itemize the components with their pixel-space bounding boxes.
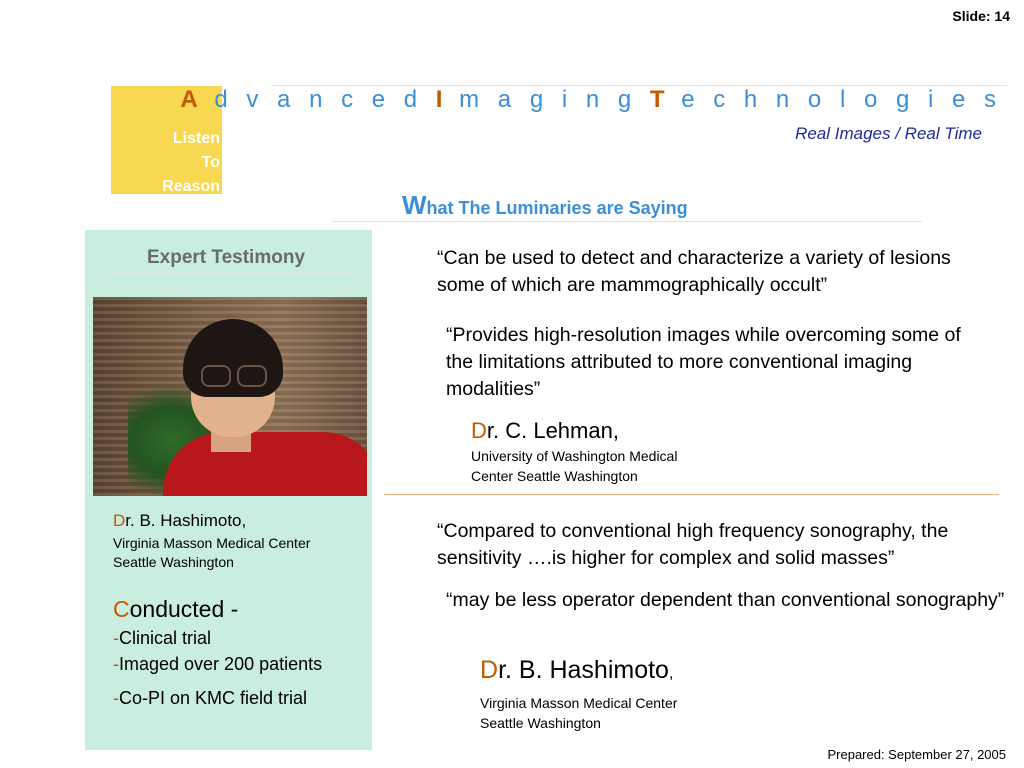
lehman-name <box>471 418 619 444</box>
panel-doctor-inst-line-1: Virginia Masson Medical Center <box>113 535 311 551</box>
main-title <box>180 86 1002 114</box>
title-word-advanced: d v a n c e d <box>214 86 424 113</box>
panel-doctor-name-text: r. B. Hashimoto, <box>125 511 247 530</box>
hashimoto-inst-line-1: Virginia Masson Medical Center <box>480 695 678 711</box>
conducted-text: onducted - <box>129 596 239 622</box>
conducted-heading <box>113 596 238 623</box>
section-heading-text: hat The Luminaries are Saying <box>426 198 688 218</box>
title-initial-t: T <box>649 86 669 113</box>
bullet-dash: - <box>113 628 119 648</box>
quote-lesion-detection: “Can be used to detect and characterize a variety of lesions some of which are mammographically occult” <box>437 247 951 296</box>
lehman-name-text: r. C. Lehman, <box>486 418 619 443</box>
bullet-text: Clinical trial <box>119 628 212 648</box>
bullet-text: Co-PI on KMC field trial <box>119 688 308 708</box>
conducted-bullet <box>113 688 307 709</box>
lehman-institution <box>471 446 677 486</box>
quote-sensitivity: “Compared to conventional high frequency sonography, the sensitivity ….is higher for complex and solid masses” <box>437 520 949 569</box>
hashimoto-initial: D <box>480 656 499 684</box>
title-initial-i: I <box>435 86 447 113</box>
doctor-photo <box>93 297 367 496</box>
slide-number: Slide: 14 <box>952 8 1010 24</box>
quote-operator-dependence: “may be less operator dependent than conventional sonography” <box>446 589 1005 611</box>
logo-line-3: Reason <box>162 178 220 195</box>
section-heading <box>402 190 688 221</box>
hashimoto-name-text: r. B. Hashimoto <box>498 656 669 684</box>
quote-divider <box>384 494 999 495</box>
logo-line-2: To <box>201 154 220 171</box>
conducted-bullet <box>113 654 322 675</box>
section-divider <box>332 221 922 222</box>
hashimoto-inst-line-2: Seattle Washington <box>480 715 601 731</box>
panel-doctor-institution <box>113 534 310 572</box>
bullet-text: Imaged over 200 patients <box>119 654 323 674</box>
conducted-bullet <box>113 628 211 649</box>
lehman-inst-line-1: University of Washington Medical <box>471 448 678 464</box>
hashimoto-institution <box>480 693 677 733</box>
hashimoto-comma: , <box>668 665 674 682</box>
conducted-initial: C <box>113 596 130 622</box>
title-initial-a: A <box>180 86 202 113</box>
subtitle: Real Images / Real Time <box>795 124 982 143</box>
bullet-dash: - <box>113 654 119 674</box>
hashimoto-name <box>480 656 673 685</box>
panel-doctor-name <box>113 511 246 531</box>
panel-doctor-inst-line-2: Seattle Washington <box>113 554 234 570</box>
title-word-technologies: e c h n o l o g i e s <box>681 86 1002 113</box>
title-word-imaging: m a g i n g <box>459 86 638 113</box>
lehman-initial: D <box>471 418 487 443</box>
prepared-date: Prepared: September 27, 2005 <box>827 747 1006 762</box>
quote-high-resolution: “Provides high-resolution images while overcoming some of the limitations attributed to more conventional imaging modalities” <box>446 324 961 400</box>
lehman-inst-line-2: Center Seattle Washington <box>471 468 638 484</box>
logo-line-1: Listen <box>172 130 220 147</box>
panel-divider <box>108 272 354 273</box>
section-initial: W <box>402 190 427 220</box>
bullet-dash: - <box>113 688 119 708</box>
panel-title: Expert Testimony <box>146 247 306 268</box>
panel-doctor-initial: D <box>113 511 126 530</box>
logo-text <box>111 127 220 199</box>
